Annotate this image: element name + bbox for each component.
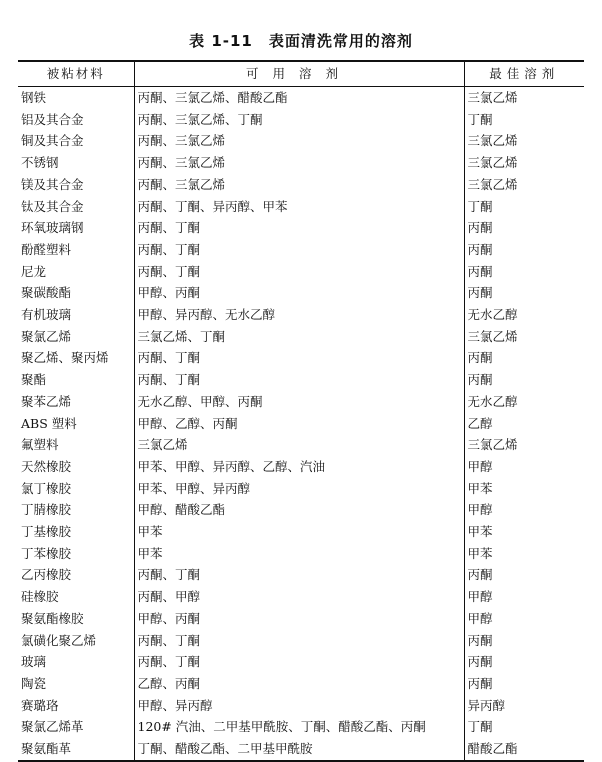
cell-material: 铜及其合金 xyxy=(18,130,134,152)
cell-material: 聚酯 xyxy=(18,369,134,391)
table-row xyxy=(18,196,584,218)
table-row xyxy=(18,261,584,283)
cell-usable-solvents: 无水乙醇、甲醇、丙酮 xyxy=(134,391,464,413)
cell-best-solvent: 丙酮 xyxy=(464,217,584,239)
table-row xyxy=(18,109,584,131)
cell-material: 聚氨酯橡胶 xyxy=(18,608,134,630)
table-number: 表 1-11 xyxy=(189,32,253,50)
table-row xyxy=(18,521,584,543)
table-row xyxy=(18,326,584,348)
table-row xyxy=(18,239,584,261)
table-row xyxy=(18,630,584,652)
cell-best-solvent: 甲醇 xyxy=(464,456,584,478)
table-row xyxy=(18,304,584,326)
cell-usable-solvents: 丙酮、三氯乙烯、醋酸乙酯 xyxy=(134,87,464,109)
cell-best-solvent: 丙酮 xyxy=(464,282,584,304)
table-row xyxy=(18,434,584,456)
cell-best-solvent: 甲醇 xyxy=(464,586,584,608)
cell-material: 钢铁 xyxy=(18,87,134,109)
cell-best-solvent: 异丙醇 xyxy=(464,695,584,717)
cell-best-solvent: 三氯乙烯 xyxy=(464,434,584,456)
cell-material: 氟塑料 xyxy=(18,434,134,456)
table-row xyxy=(18,564,584,586)
cell-best-solvent: 丙酮 xyxy=(464,369,584,391)
table-row xyxy=(18,716,584,738)
cell-usable-solvents: 丁酮、醋酸乙酯、二甲基甲酰胺 xyxy=(134,738,464,761)
cell-material: 玻璃 xyxy=(18,651,134,673)
cell-material: 尼龙 xyxy=(18,261,134,283)
cell-usable-solvents: 丙酮、三氯乙烯 xyxy=(134,130,464,152)
cell-usable-solvents: 甲苯 xyxy=(134,543,464,565)
cell-usable-solvents: 120# 汽油、二甲基甲酰胺、丁酮、醋酸乙酯、丙酮 xyxy=(134,716,464,738)
cell-material: 赛璐珞 xyxy=(18,695,134,717)
cell-best-solvent: 甲苯 xyxy=(464,543,584,565)
cell-material: 氯丁橡胶 xyxy=(18,478,134,500)
cell-usable-solvents: 丙酮、三氯乙烯、丁酮 xyxy=(134,109,464,131)
cell-material: 聚氯乙烯 xyxy=(18,326,134,348)
cell-usable-solvents: 甲苯、甲醇、异丙醇、乙醇、汽油 xyxy=(134,456,464,478)
table-row xyxy=(18,391,584,413)
cell-material: 丁苯橡胶 xyxy=(18,543,134,565)
cell-usable-solvents: 丙酮、丁酮、异丙醇、甲苯 xyxy=(134,196,464,218)
cell-material: 天然橡胶 xyxy=(18,456,134,478)
cell-material: 镁及其合金 xyxy=(18,174,134,196)
cell-best-solvent: 丙酮 xyxy=(464,630,584,652)
table-row xyxy=(18,282,584,304)
cell-usable-solvents: 丙酮、丁酮 xyxy=(134,261,464,283)
cell-material: 乙丙橡胶 xyxy=(18,564,134,586)
table-row xyxy=(18,174,584,196)
header-material: 被粘材料 xyxy=(18,61,134,87)
cell-material: 钛及其合金 xyxy=(18,196,134,218)
cell-best-solvent: 甲苯 xyxy=(464,521,584,543)
table-row xyxy=(18,87,584,109)
cell-material: 聚氨酯革 xyxy=(18,738,134,761)
cell-usable-solvents: 丙酮、丁酮 xyxy=(134,217,464,239)
cell-best-solvent: 甲苯 xyxy=(464,478,584,500)
cell-usable-solvents: 三氯乙烯 xyxy=(134,434,464,456)
cell-usable-solvents: 乙醇、丙酮 xyxy=(134,673,464,695)
header-row xyxy=(18,61,584,87)
cell-best-solvent: 丙酮 xyxy=(464,347,584,369)
cell-usable-solvents: 丙酮、甲醇 xyxy=(134,586,464,608)
cell-usable-solvents: 甲醇、乙醇、丙酮 xyxy=(134,413,464,435)
cell-usable-solvents: 甲苯 xyxy=(134,521,464,543)
cell-material: 聚碳酸酯 xyxy=(18,282,134,304)
cell-material: 酚醛塑料 xyxy=(18,239,134,261)
cell-best-solvent: 丁酮 xyxy=(464,716,584,738)
cell-usable-solvents: 甲醇、丙酮 xyxy=(134,608,464,630)
cell-best-solvent: 丁酮 xyxy=(464,109,584,131)
cell-usable-solvents: 丙酮、丁酮 xyxy=(134,239,464,261)
table-row xyxy=(18,217,584,239)
table-row xyxy=(18,673,584,695)
cell-material: 聚苯乙烯 xyxy=(18,391,134,413)
cell-usable-solvents: 三氯乙烯、丁酮 xyxy=(134,326,464,348)
table-row xyxy=(18,152,584,174)
cell-best-solvent: 甲醇 xyxy=(464,608,584,630)
cell-material: 陶瓷 xyxy=(18,673,134,695)
cell-best-solvent: 丙酮 xyxy=(464,564,584,586)
cell-material: 聚乙烯、聚丙烯 xyxy=(18,347,134,369)
cell-usable-solvents: 甲苯、甲醇、异丙醇 xyxy=(134,478,464,500)
cell-material: 丁基橡胶 xyxy=(18,521,134,543)
cell-best-solvent: 无水乙醇 xyxy=(464,304,584,326)
table-row xyxy=(18,478,584,500)
cell-best-solvent: 丙酮 xyxy=(464,261,584,283)
cell-best-solvent: 三氯乙烯 xyxy=(464,152,584,174)
cell-material: 氯磺化聚乙烯 xyxy=(18,630,134,652)
table-row xyxy=(18,413,584,435)
cell-usable-solvents: 甲醇、异丙醇、无水乙醇 xyxy=(134,304,464,326)
cell-material: 丁腈橡胶 xyxy=(18,499,134,521)
cell-best-solvent: 丙酮 xyxy=(464,673,584,695)
cell-usable-solvents: 丙酮、丁酮 xyxy=(134,347,464,369)
cell-material: 硅橡胶 xyxy=(18,586,134,608)
cell-usable-solvents: 丙酮、丁酮 xyxy=(134,651,464,673)
cell-usable-solvents: 甲醇、异丙醇 xyxy=(134,695,464,717)
table-body xyxy=(18,87,584,761)
cell-best-solvent: 醋酸乙酯 xyxy=(464,738,584,761)
table-row xyxy=(18,347,584,369)
cell-best-solvent: 三氯乙烯 xyxy=(464,174,584,196)
table-row xyxy=(18,651,584,673)
table-title: 表面清洗常用的溶剂 xyxy=(268,32,413,50)
table-row xyxy=(18,586,584,608)
cell-usable-solvents: 丙酮、丁酮 xyxy=(134,369,464,391)
cell-best-solvent: 丙酮 xyxy=(464,239,584,261)
cell-best-solvent: 无水乙醇 xyxy=(464,391,584,413)
table-row xyxy=(18,499,584,521)
cell-usable-solvents: 丙酮、三氯乙烯 xyxy=(134,174,464,196)
cell-material: 铝及其合金 xyxy=(18,109,134,131)
table-row xyxy=(18,543,584,565)
table-row xyxy=(18,369,584,391)
cell-usable-solvents: 甲醇、丙酮 xyxy=(134,282,464,304)
table-row xyxy=(18,738,584,761)
cell-usable-solvents: 甲醇、醋酸乙酯 xyxy=(134,499,464,521)
table-caption xyxy=(0,30,602,51)
header-usable-solvents: 可用溶剂 xyxy=(134,61,464,87)
cell-best-solvent: 三氯乙烯 xyxy=(464,130,584,152)
cell-best-solvent: 甲醇 xyxy=(464,499,584,521)
cell-best-solvent: 丁酮 xyxy=(464,196,584,218)
cell-material: 环氧玻璃钢 xyxy=(18,217,134,239)
cell-best-solvent: 三氯乙烯 xyxy=(464,326,584,348)
solvent-table xyxy=(18,60,584,762)
cell-usable-solvents: 丙酮、丁酮 xyxy=(134,630,464,652)
cell-best-solvent: 丙酮 xyxy=(464,651,584,673)
table-row xyxy=(18,608,584,630)
cell-usable-solvents: 丙酮、三氯乙烯 xyxy=(134,152,464,174)
cell-material: ABS 塑料 xyxy=(18,413,134,435)
cell-best-solvent: 乙醇 xyxy=(464,413,584,435)
table-row xyxy=(18,456,584,478)
cell-material: 有机玻璃 xyxy=(18,304,134,326)
cell-usable-solvents: 丙酮、丁酮 xyxy=(134,564,464,586)
cell-best-solvent: 三氯乙烯 xyxy=(464,87,584,109)
table-row xyxy=(18,695,584,717)
table-row xyxy=(18,130,584,152)
header-best-solvent: 最佳溶剂 xyxy=(464,61,584,87)
cell-material: 不锈钢 xyxy=(18,152,134,174)
cell-material: 聚氯乙烯革 xyxy=(18,716,134,738)
